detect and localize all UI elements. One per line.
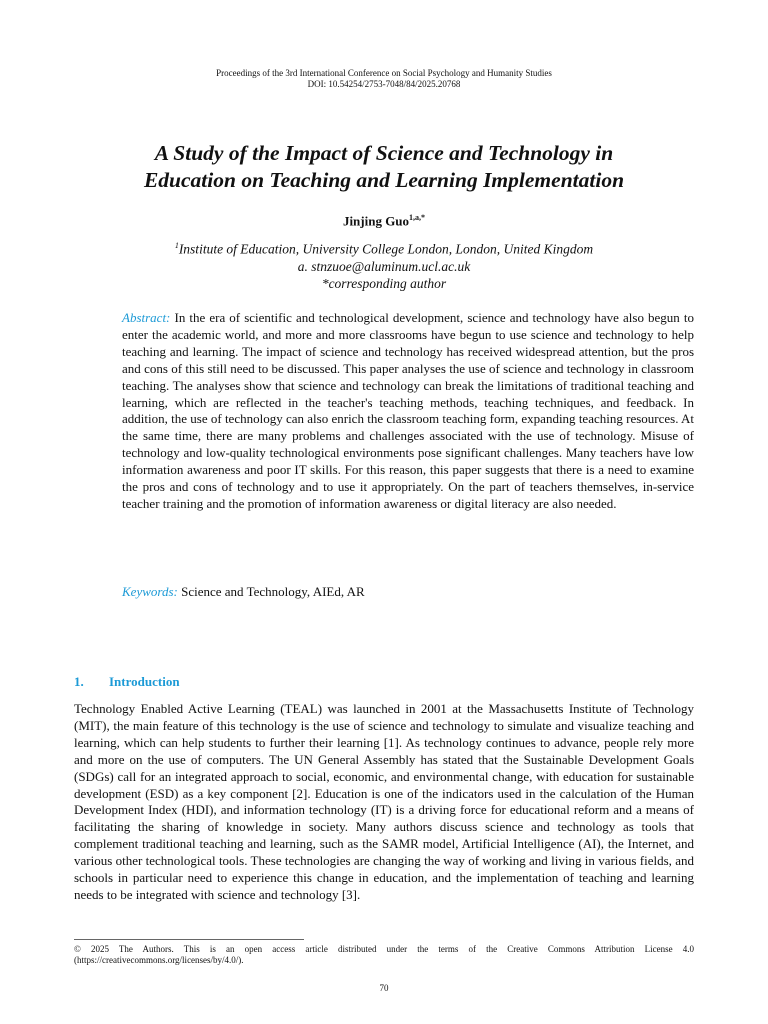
abstract (122, 310, 694, 513)
corresponding-note: *corresponding author (321, 275, 447, 291)
author-name: Jinjing Guo (342, 213, 410, 229)
proceedings-line: Proceedings of the 3rd International Conference on Social Psychology and Humanity Studies (216, 68, 552, 78)
keywords-text: Science and Technology, AIEd, AR (181, 584, 365, 599)
section-heading-introduction (74, 674, 180, 690)
page-number: 70 (379, 983, 389, 993)
section-number: 1. (74, 674, 84, 689)
running-header (0, 68, 768, 90)
author-line (0, 213, 768, 229)
affiliation-superscript: 1 (174, 241, 179, 250)
affiliation-institution: Institute of Education, University College London, London, United Kingdom (178, 241, 594, 257)
keywords-label: Keywords: (122, 584, 178, 599)
introduction-paragraph: Technology Enabled Active Learning (TEAL) was launched in 2001 at the Massachusetts Institute of Technology (MIT), the main feature of this technology is the use of science and technology to simulate and visualize teaching and learning, which can help students to further their learning [1]. As technology continues to advance, people rely more and more on the use of computers. The UN General Assembly has stated that the Sustainable Development Goals (SDGs) call for an integrated approach to social, economic, and environmental change, with education for sustainable development (ESD) as a key component [2]. Education is one of the indicators used in the calculation of the Human Development Index (HDI), and information technology (IT) is a driving force for educational reform and a means of facilitating the sharing of knowledge in society. Many authors discuss science and technology as tools that complement traditional teaching and learning, such as the SAMR model, Artificial Intelligence (AI), the Internet, and various other technological tools. These technologies are changing the way of working and living in various fields, and schools in particular need to experience this change in education, and the implementation of teaching and learning needs to be integrated with science and technology [3]. (74, 701, 694, 902)
title-line-1: A Study of the Impact of Science and Technology in (154, 141, 614, 165)
keywords (122, 584, 694, 600)
author-email: a. stnzuoe@aluminum.ucl.ac.uk (297, 258, 471, 274)
affiliation-block (0, 237, 768, 292)
affiliation-line (0, 237, 768, 258)
section-title: Introduction (109, 674, 180, 689)
doi-line: DOI: 10.54254/2753-7048/84/2025.20768 (307, 79, 461, 89)
footnote-divider (74, 939, 304, 940)
abstract-label: Abstract: (122, 310, 171, 325)
paper-title (60, 140, 708, 194)
author-superscript: 1,a,* (409, 213, 426, 222)
title-line-2: Education on Teaching and Learning Implementation (143, 168, 625, 192)
license-footnote: © 2025 The Authors. This is an open access article distributed under the terms of the Creative Commons Attribution License 4.0 (https://creativecommons.org/licenses/by/4.0/). (74, 944, 694, 965)
abstract-text: In the era of scientific and technological development, science and technology have also begun to enter the academic world, and more and more classrooms have begun to use science and technology to help teaching and learning. The impact of science and technology has received widespread attention, but the pros and cons of this still need to be discussed. This paper analyses the use of science and technology in classroom teaching. The analyses show that science and technology can break the limitations of traditional teaching and learning, which are reflected in the teacher's teaching methods, teaching techniques, and feedback. In addition, the use of technology can also enrich the classroom teaching form, expanding teaching resources. At the same time, there are many problems and challenges associated with the use of technology. Misuse of technology and low-quality technological environments pose significant challenges. Many teachers have low information awareness and poor IT skills. For this reason, this paper suggests that there is a need to examine the pros and cons of technology and to use it appropriately. On the part of teachers themselves, in-service teacher training and the promotion of information awareness or digital literacy are also needed. (122, 310, 695, 511)
